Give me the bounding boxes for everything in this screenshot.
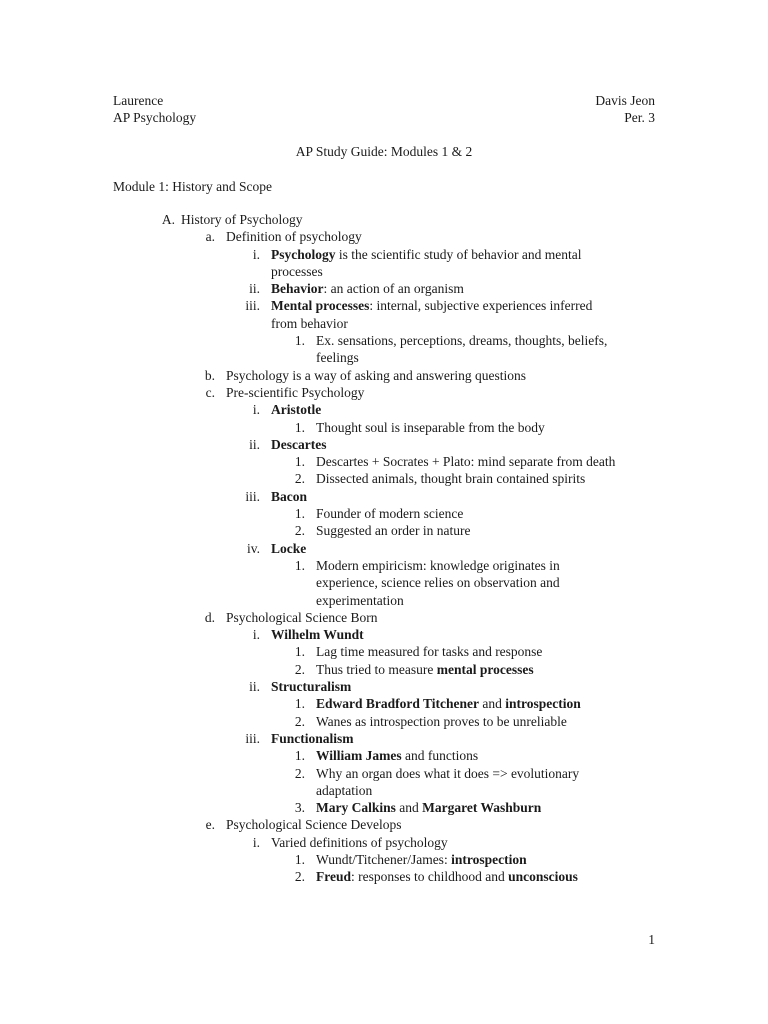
text-run: Thought soul is inseparable from the body	[316, 419, 545, 435]
outline-item	[0, 246, 768, 263]
outline-text	[316, 505, 463, 522]
text-run: experimentation	[316, 592, 404, 608]
outline-marker: i.	[252, 246, 260, 262]
outline-text	[226, 228, 362, 245]
outline-text	[271, 730, 354, 747]
outline-item	[0, 297, 768, 314]
outline-text	[316, 799, 541, 816]
text-run: from behavior	[271, 315, 348, 331]
text-run: : internal, subjective experiences inferred	[369, 298, 593, 314]
text-run: Lag time measured for tasks and response	[316, 644, 543, 660]
outline-item	[0, 505, 768, 522]
bold-term: Descartes	[271, 436, 327, 452]
author-name: Laurence	[113, 93, 164, 108]
outline-text	[271, 263, 323, 280]
outline-text	[271, 488, 307, 505]
outline-text	[271, 626, 364, 643]
bold-term: Freud	[316, 869, 352, 885]
outline-item	[0, 470, 768, 487]
outline-text	[316, 557, 560, 574]
outline-marker: 1.	[294, 696, 305, 712]
outline-marker: d.	[204, 609, 215, 625]
outline-item	[0, 678, 768, 695]
text-run: Wundt/Titchener/James:	[316, 851, 452, 867]
outline-marker: 3.	[294, 800, 305, 816]
outline-text	[316, 868, 578, 885]
bold-term: Aristotle	[271, 402, 322, 418]
outline-item	[0, 730, 768, 747]
bold-term: Wilhelm Wundt	[271, 627, 364, 643]
outline-item	[0, 713, 768, 730]
outline-text	[316, 765, 579, 782]
outline-marker: 1.	[294, 419, 305, 435]
text-run: Wanes as introspection proves to be unreliable	[316, 713, 567, 729]
text-run: Modern empiricism: knowledge originates in	[316, 557, 560, 573]
outline-text	[316, 419, 545, 436]
outline-marker: i.	[252, 402, 260, 418]
text-run: Definition of psychology	[226, 229, 362, 245]
outline-text	[271, 246, 581, 263]
outline-marker: iv.	[247, 540, 260, 556]
outline-text	[316, 851, 527, 868]
outline-marker: a.	[205, 229, 215, 245]
outline-marker: A.	[161, 212, 175, 227]
outline-text	[316, 713, 567, 730]
outline-marker: 1.	[294, 333, 305, 349]
text-run: Ex. sensations, perceptions, dreams, thoughts, beliefs,	[316, 333, 608, 349]
text-run: and	[395, 800, 423, 816]
outline-item	[0, 315, 768, 332]
outline-item	[0, 263, 768, 280]
bold-term: introspection	[451, 851, 527, 867]
outline-text	[316, 661, 534, 678]
outline-text	[271, 280, 464, 297]
outline-item	[0, 626, 768, 643]
outline-item	[0, 367, 768, 384]
bold-term: Psychology	[271, 246, 336, 262]
outline-marker: 2.	[294, 661, 305, 677]
outline-text	[181, 211, 303, 228]
bold-term: mental processes	[436, 661, 534, 677]
text-run: Thus tried to measure	[316, 661, 437, 677]
outline-text	[226, 384, 364, 401]
outline-item	[0, 834, 768, 851]
text-run: Pre-scientific Psychology	[226, 384, 365, 400]
text-run: experience, science relies on observation and	[316, 575, 560, 591]
outline-marker: e.	[205, 817, 215, 833]
bold-term: unconscious	[508, 869, 578, 885]
outline-item	[0, 868, 768, 885]
outline-item	[0, 609, 768, 626]
outline-text	[316, 747, 478, 764]
outline-text	[226, 816, 401, 833]
outline-marker: c.	[205, 384, 215, 400]
outline-item	[0, 782, 768, 799]
teacher-name: Davis Jeon	[595, 93, 655, 108]
outline-text	[316, 643, 542, 660]
outline-text	[316, 592, 404, 609]
outline-marker: iii.	[245, 488, 260, 504]
bold-term: Locke	[271, 540, 307, 556]
outline-item	[0, 557, 768, 574]
text-run: History of Psychology	[181, 212, 303, 227]
text-run: Why an organ does what it does => evolutionary	[316, 765, 580, 781]
bold-term: William James	[316, 748, 402, 764]
outline-text	[271, 315, 348, 332]
outline-marker: ii.	[249, 436, 260, 452]
bold-term: Mary Calkins	[316, 800, 396, 816]
text-run: : an action of an organism	[323, 281, 464, 297]
outline-marker: b.	[204, 367, 215, 383]
bold-term: Bacon	[271, 488, 308, 504]
page-number: 1	[648, 932, 655, 947]
outline-marker: i.	[252, 834, 260, 850]
outline-item	[0, 661, 768, 678]
bold-term: Mental processes	[271, 298, 370, 314]
bold-term: introspection	[505, 696, 581, 712]
outline-item	[0, 419, 768, 436]
outline-marker: 1.	[294, 851, 305, 867]
text-run: Descartes + Socrates + Plato: mind separate from death	[316, 454, 616, 470]
outline-text	[316, 522, 470, 539]
outline-item	[0, 695, 768, 712]
outline-text	[316, 574, 560, 591]
bold-term: Functionalism	[271, 730, 354, 746]
outline-marker: iii.	[245, 730, 260, 746]
class-period: Per. 3	[624, 110, 655, 125]
outline-item	[0, 592, 768, 609]
outline-item	[0, 574, 768, 591]
outline-text	[316, 782, 372, 799]
outline-item	[0, 488, 768, 505]
text-run: Varied definitions of psychology	[271, 834, 448, 850]
text-run: adaptation	[316, 782, 373, 798]
module-heading: Module 1: History and Scope	[113, 179, 272, 194]
outline-text	[316, 349, 359, 366]
outline-text	[316, 470, 585, 487]
outline-marker: 2.	[294, 869, 305, 885]
text-run: processes	[271, 263, 323, 279]
text-run: Suggested an order in nature	[316, 523, 471, 539]
outline-text	[271, 540, 306, 557]
outline-text	[226, 367, 526, 384]
outline-text	[271, 401, 321, 418]
outline-item	[0, 384, 768, 401]
bold-term: Margaret Washburn	[422, 800, 542, 816]
outline-item	[0, 747, 768, 764]
text-run: feelings	[316, 350, 359, 366]
text-run: is the scientific study of behavior and mental	[335, 246, 582, 262]
bold-term: Edward Bradford Titchener	[316, 696, 480, 712]
outline-marker: i.	[252, 627, 260, 643]
outline-marker: 2.	[294, 765, 305, 781]
outline-text	[271, 678, 351, 695]
outline-item	[0, 643, 768, 660]
outline-item	[0, 799, 768, 816]
outline-item	[0, 851, 768, 868]
text-run: Psychological Science Develops	[226, 817, 402, 833]
text-run: Psychological Science Born	[226, 609, 378, 625]
outline-item	[0, 540, 768, 557]
outline-text	[316, 332, 607, 349]
outline-marker: ii.	[249, 281, 260, 297]
study-outline	[0, 211, 768, 886]
outline-marker: 1.	[294, 748, 305, 764]
outline-item	[0, 280, 768, 297]
text-run: and	[479, 696, 506, 712]
outline-item	[0, 332, 768, 349]
outline-marker: 1.	[294, 557, 305, 573]
outline-item	[0, 522, 768, 539]
outline-marker: iii.	[245, 298, 260, 314]
outline-text	[271, 297, 592, 314]
outline-item	[0, 816, 768, 833]
outline-marker: 1.	[294, 506, 305, 522]
outline-marker: ii.	[249, 679, 260, 695]
bold-term: Behavior	[271, 281, 324, 297]
outline-marker: 1.	[294, 644, 305, 660]
text-run: Dissected animals, thought brain contained spirits	[316, 471, 586, 487]
outline-marker: 2.	[294, 471, 305, 487]
document-title: AP Study Guide: Modules 1 & 2	[295, 144, 473, 159]
bold-term: Structuralism	[271, 679, 352, 695]
outline-item	[0, 349, 768, 366]
outline-marker: 2.	[294, 713, 305, 729]
outline-item	[0, 211, 768, 228]
outline-text	[316, 453, 615, 470]
outline-item	[0, 228, 768, 245]
outline-text	[271, 834, 448, 851]
outline-item	[0, 765, 768, 782]
text-run: and functions	[401, 748, 479, 764]
outline-item	[0, 436, 768, 453]
text-run: Founder of modern science	[316, 506, 464, 522]
text-run: Psychology is a way of asking and answering questions	[226, 367, 526, 383]
outline-text	[226, 609, 377, 626]
outline-text	[271, 436, 326, 453]
text-run: : responses to childhood and	[351, 869, 509, 885]
outline-item	[0, 453, 768, 470]
outline-marker: 2.	[294, 523, 305, 539]
course-name: AP Psychology	[113, 110, 197, 125]
outline-text	[316, 695, 581, 712]
outline-marker: 1.	[294, 454, 305, 470]
outline-item	[0, 401, 768, 418]
